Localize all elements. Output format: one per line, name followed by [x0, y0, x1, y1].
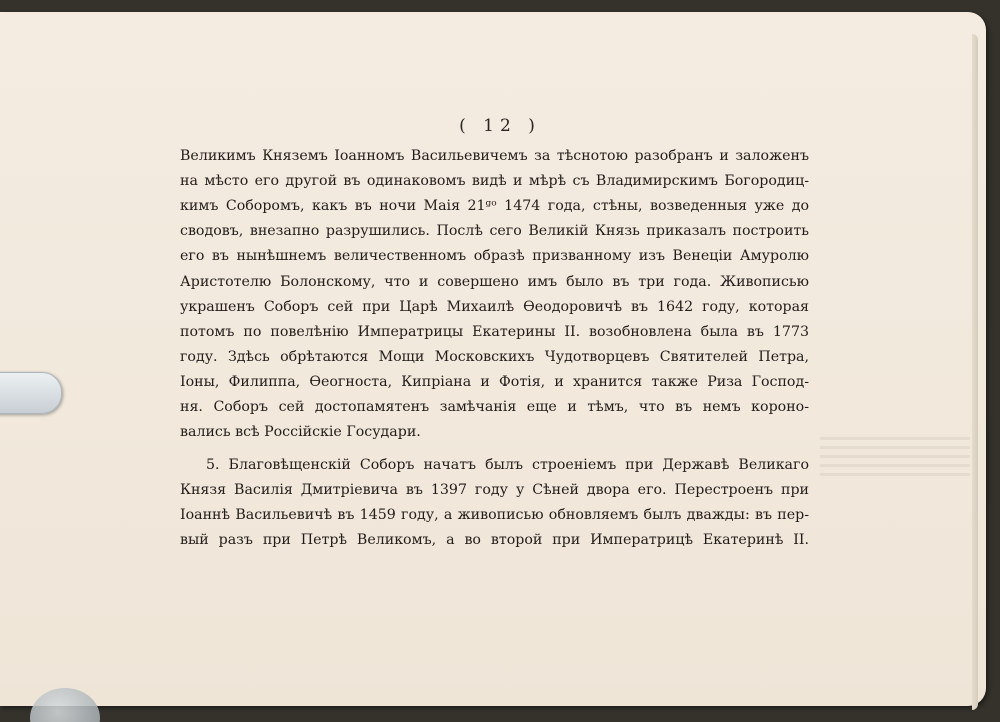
text-line: Іоаннѣ Васильевичѣ въ 1459 году, а живописью обновляемъ былъ дважды: въ пер-: [180, 507, 809, 523]
text-line: Аристотелю Болонскому, что и совершено имъ было въ три года. Живописью: [180, 274, 809, 290]
page-number: ( 12 ): [459, 116, 541, 136]
page-fore-edge: [972, 34, 978, 710]
text-line: на мѣсто его другой въ одинаковомъ видѣ и мѣрѣ съ Владимирскимъ Богородиц-: [180, 173, 809, 189]
page-clip: [0, 372, 62, 414]
section-5-heading-line: 5. Благовѣщенскій Соборъ начатъ былъ строеніемъ при Державѣ Великаго: [206, 457, 809, 473]
text-line: его въ нынѣшнемъ величественномъ образѣ призванному изъ Венеціи Амуролю: [180, 248, 809, 264]
text-line: Князя Василія Дмитріевича въ 1397 году у Сѣней двора его. Перестроенъ при: [180, 482, 809, 498]
text-line: ня. Соборъ сей достопамятенъ замѣчанія еще и тѣмъ, что въ немъ короно-: [180, 399, 809, 415]
text-line: вались всѣ Россійскіе Государи.: [180, 424, 421, 440]
text-line: украшенъ Соборъ сей при Царѣ Михаилѣ Ѳеодоровичѣ въ 1642 году, которая: [180, 299, 809, 315]
text-line: сводовъ, внезапно разрушились. Послѣ сего Великій Князь приказалъ построить: [180, 223, 809, 239]
text-line: кимъ Соборомъ, какъ въ ночи Маія 21ᵍᵒ 1474 года, стѣны, возведенныя уже до: [180, 198, 809, 214]
text-line: вый разъ при Петрѣ Великомъ, а во второй при Императрицѣ Екатеринѣ II.: [180, 532, 809, 548]
show-through-text: [820, 437, 970, 477]
text-line: Іоны, Филиппа, Ѳеогноста, Кипріана и Фотія, и хранится также Риза Господ-: [180, 374, 809, 390]
text-line: году. Здѣсь обрѣтаются Мощи Московскихъ Чудотворцевъ Святителей Петра,: [180, 349, 809, 365]
text-line: Великимъ Княземъ Іоанномъ Васильевичемъ за тѣснотою разобранъ и заложенъ: [180, 148, 809, 164]
book-page: [0, 12, 986, 706]
text-line: потомъ по повелѣнію Императрицы Екатерины II. возобновлена была въ 1773: [180, 324, 809, 340]
